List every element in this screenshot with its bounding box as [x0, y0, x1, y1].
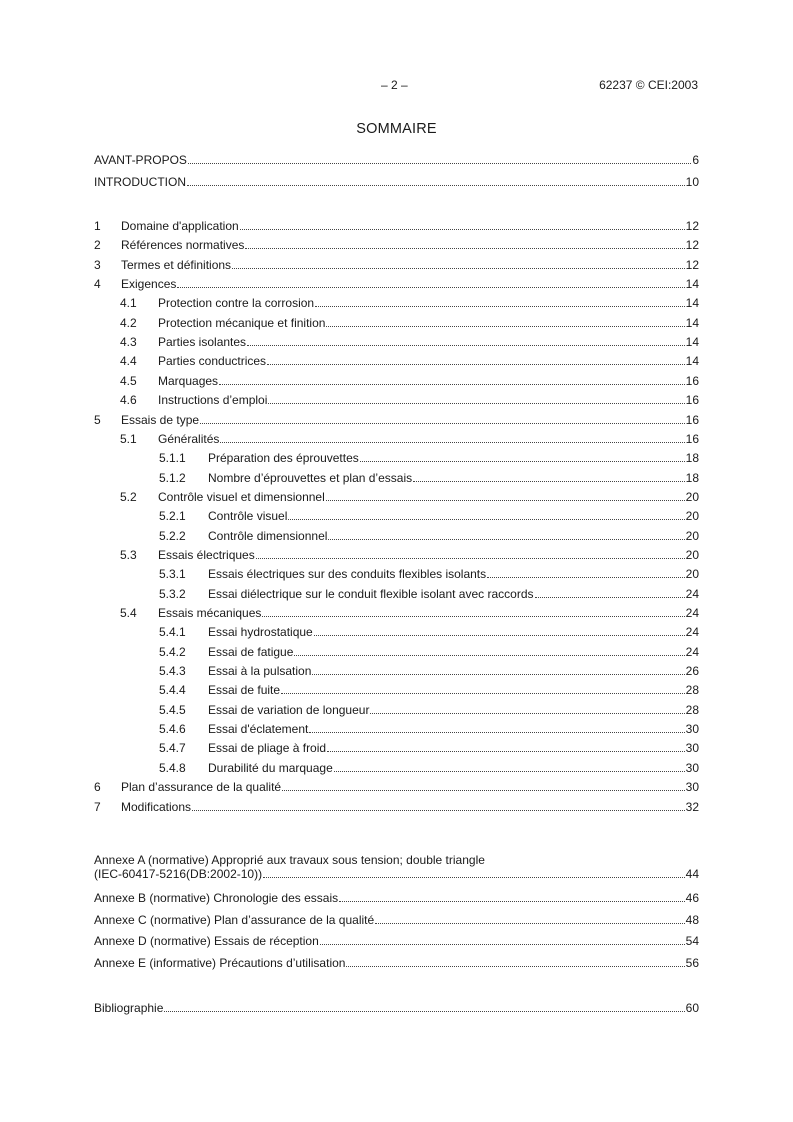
toc-entry-title: Annexe A (normative) Approprié aux travaux sous tension; double triangle — [94, 853, 485, 867]
dot-leader — [177, 277, 684, 288]
toc-entry-page: 20 — [685, 490, 699, 504]
toc-entry-title: Essai diélectrique sur le conduit flexible isolant avec raccords — [208, 587, 534, 601]
toc-entry-number: 4.1 — [120, 296, 137, 310]
toc-entry[interactable] — [94, 277, 699, 291]
toc-entry-title: Exigences — [121, 277, 177, 291]
toc-entry-title: Préparation des éprouvettes — [208, 451, 359, 465]
dot-leader — [309, 722, 684, 733]
toc-entry-title: Références normatives — [121, 238, 245, 252]
toc-entry[interactable] — [159, 703, 699, 717]
toc-entry[interactable] — [159, 664, 699, 678]
toc-entry-number: 5.3.2 — [159, 587, 186, 601]
toc-entry-page: 48 — [685, 912, 699, 927]
dot-leader — [262, 606, 684, 617]
dot-leader — [232, 258, 685, 269]
dot-leader — [314, 625, 685, 636]
toc-entry-number: 5.1.2 — [159, 471, 186, 485]
toc-entry-page: 30 — [685, 761, 699, 775]
dot-leader — [339, 891, 685, 902]
toc-entry-page: 24 — [685, 625, 699, 639]
dot-leader — [487, 567, 685, 578]
toc-entry-title: Contrôle dimensionnel — [208, 529, 328, 543]
toc-entry-title: Domaine d'application — [121, 219, 239, 233]
toc-entry-title: Plan d’assurance de la qualité — [121, 780, 282, 794]
toc-entry[interactable] — [159, 451, 699, 465]
toc-entry-page: 10 — [685, 175, 699, 189]
document-reference: 62237 © CEI:2003 — [599, 78, 698, 92]
toc-entry-page: 24 — [685, 645, 699, 659]
toc-entry-number: 5 — [94, 413, 101, 427]
toc-entry-title: Essais électriques sur des conduits flexibles isolants — [208, 567, 487, 581]
toc-entry-page: 30 — [685, 780, 699, 794]
toc-entry[interactable] — [120, 606, 699, 620]
toc-entry-title: Parties isolantes — [158, 335, 247, 349]
toc-entry[interactable] — [120, 296, 699, 310]
dot-leader — [535, 587, 685, 598]
toc-entry-annex[interactable] — [94, 913, 699, 927]
dot-leader — [282, 780, 685, 791]
toc-entry-title: Essais de type — [121, 413, 200, 427]
toc-entry-number: 5.4.2 — [159, 645, 186, 659]
dot-leader — [288, 509, 684, 520]
toc-entry-annex[interactable] — [94, 891, 699, 905]
page-title: SOMMAIRE — [356, 121, 437, 137]
toc-entry-title: Instructions d’emploi — [158, 393, 268, 407]
toc-entry-number: 5.1.1 — [159, 451, 186, 465]
toc-entry-page: 32 — [685, 800, 699, 814]
toc-entry-number: 7 — [94, 800, 101, 814]
toc-entry-number: 4.2 — [120, 316, 137, 330]
dot-leader — [327, 741, 685, 752]
toc-entry[interactable] — [94, 238, 699, 252]
toc-entry-title: Parties conductrices — [158, 354, 267, 368]
toc-entry[interactable] — [159, 645, 699, 659]
toc-entry[interactable] — [94, 219, 699, 233]
toc-entry-page: 30 — [685, 722, 699, 736]
toc-entry-page: 16 — [685, 432, 699, 446]
toc-entry-page: 16 — [685, 393, 699, 407]
toc-entry[interactable] — [94, 175, 699, 189]
toc-entry-page: 28 — [685, 703, 699, 717]
toc-entry-title: Essai d'éclatement — [208, 722, 309, 736]
toc-entry-title: Annexe C (normative) Plan d’assurance de la qualité — [94, 912, 375, 927]
toc-entry[interactable] — [159, 683, 699, 697]
toc-entry[interactable] — [159, 509, 699, 523]
toc-entry-number: 5.3 — [120, 548, 137, 562]
toc-entry-page: 14 — [685, 316, 699, 330]
dot-leader — [240, 219, 685, 230]
toc-entry-page: 18 — [685, 471, 699, 485]
toc-entry-page: 16 — [685, 374, 699, 388]
toc-entry-page: 12 — [685, 258, 699, 272]
toc-entry-title: Marquages — [158, 374, 219, 388]
toc-entry-title: AVANT-PROPOS — [94, 153, 187, 167]
toc-entry-title: Durabilité du marquage — [208, 761, 333, 775]
toc-entry-page: 20 — [685, 567, 699, 581]
dot-leader — [192, 800, 685, 811]
toc-entry-number: 5.1 — [120, 432, 137, 446]
toc-entry[interactable] — [94, 153, 699, 167]
toc-entry[interactable] — [120, 354, 699, 368]
dot-leader — [267, 354, 685, 365]
dot-leader — [346, 956, 684, 967]
toc-entry-number: 5.4.4 — [159, 683, 186, 697]
toc-entry-title: Modifications — [121, 800, 192, 814]
toc-entry-number: 5.4.1 — [159, 625, 186, 639]
toc-entry-number: 4.5 — [120, 374, 137, 388]
toc-entry-page: 24 — [685, 606, 699, 620]
toc-entry-number: 3 — [94, 258, 101, 272]
toc-entry-annex[interactable] — [94, 956, 699, 970]
toc-entry[interactable] — [120, 548, 699, 562]
toc-entry[interactable] — [94, 780, 699, 794]
toc-entry-page: 56 — [685, 955, 699, 970]
toc-entry-bibliography[interactable] — [94, 1001, 699, 1015]
dot-leader — [334, 761, 685, 772]
toc-entry-annex-a[interactable] — [94, 853, 699, 881]
toc-entry-title: Bibliographie — [94, 1001, 164, 1015]
toc-entry-number: 5.2.1 — [159, 509, 186, 523]
toc-entry-number: 4 — [94, 277, 101, 291]
toc-entry-title: Annexe B (normative) Chronologie des essais — [94, 891, 339, 905]
toc-entry[interactable] — [120, 335, 699, 349]
toc-entry[interactable] — [120, 432, 699, 446]
toc-entry-page: 26 — [685, 664, 699, 678]
toc-entry-page: 30 — [685, 741, 699, 755]
toc-entry-title: Essai à la pulsation — [208, 664, 312, 678]
toc-entry[interactable] — [94, 413, 699, 427]
dot-leader — [326, 316, 684, 327]
toc-entry-page: 12 — [685, 219, 699, 233]
toc-entry-page: 60 — [685, 1001, 699, 1015]
toc-entry[interactable] — [120, 316, 699, 330]
dot-leader — [268, 393, 684, 404]
dot-leader — [220, 432, 684, 443]
toc-entry-number: 5.4.7 — [159, 741, 186, 755]
toc-entry-title: Essai de pliage à froid — [208, 741, 327, 755]
page-number: – 2 – — [381, 78, 408, 92]
toc-entry-page: 44 — [685, 867, 699, 881]
dot-leader — [247, 335, 685, 346]
toc-entry-page: 20 — [685, 509, 699, 523]
toc-entry-number: 5.3.1 — [159, 567, 186, 581]
toc-entry-title: Contrôle visuel et dimensionnel — [158, 490, 325, 504]
dot-leader — [263, 867, 685, 878]
toc-entry-page: 24 — [685, 587, 699, 601]
dot-leader — [413, 471, 685, 482]
toc-entry-title: Protection mécanique et finition — [158, 316, 326, 330]
toc-entry-number: 5.2.2 — [159, 529, 186, 543]
toc-entry-page: 20 — [685, 548, 699, 562]
toc-entry-number: 5.4 — [120, 606, 137, 620]
toc-entry-number: 2 — [94, 238, 101, 252]
toc-entry-title: Essai hydrostatique — [208, 625, 313, 639]
toc-entry[interactable] — [159, 741, 699, 755]
toc-entry-page: 14 — [685, 296, 699, 310]
toc-entry-page: 54 — [685, 934, 699, 948]
toc-entry-number: 4.3 — [120, 335, 137, 349]
toc-entry-page: 16 — [685, 413, 699, 427]
dot-leader — [245, 238, 684, 249]
toc-entry-title: Contrôle visuel — [208, 509, 288, 523]
toc-entry-title-continued: (IEC-60417-5216(DB:2002-10)) — [94, 867, 263, 881]
toc-entry-page: 18 — [685, 451, 699, 465]
toc-entry-title: Essai de variation de longueur — [208, 703, 370, 717]
toc-entry[interactable] — [159, 761, 699, 775]
toc-entry[interactable] — [159, 587, 699, 601]
toc-entry-title: Annexe E (informative) Précautions d’utilisation — [94, 955, 346, 970]
toc-entry[interactable] — [120, 393, 699, 407]
toc-entry-title: Généralités — [158, 432, 220, 446]
toc-entry-page: 20 — [685, 529, 699, 543]
toc-entry-number: 4.6 — [120, 393, 137, 407]
dot-leader — [315, 296, 685, 307]
toc-entry[interactable] — [159, 625, 699, 639]
dot-leader — [294, 645, 684, 656]
dot-leader — [328, 529, 684, 540]
toc-entry[interactable] — [120, 490, 699, 504]
toc-entry-page: 14 — [685, 277, 699, 291]
toc-entry[interactable] — [159, 722, 699, 736]
dot-leader — [200, 413, 685, 424]
toc-entry-number: 5.4.8 — [159, 761, 186, 775]
toc-entry-page: 14 — [685, 354, 699, 368]
toc-entry[interactable] — [159, 567, 699, 581]
toc-entry-number: 5.4.3 — [159, 664, 186, 678]
toc-entry-number: 5.4.6 — [159, 722, 186, 736]
toc-entry-number: 1 — [94, 219, 101, 233]
dot-leader — [375, 913, 684, 924]
toc-entry[interactable] — [159, 471, 699, 485]
toc-entry-title: INTRODUCTION — [94, 175, 186, 189]
toc-entry-page: 14 — [685, 335, 699, 349]
dot-leader — [281, 683, 685, 694]
toc-entry-title: Annexe D (normative) Essais de réception — [94, 934, 319, 948]
toc-entry-number: 6 — [94, 780, 101, 794]
dot-leader — [326, 490, 685, 501]
dot-leader — [188, 153, 691, 164]
toc-entry-number: 4.4 — [120, 354, 137, 368]
dot-leader — [219, 374, 685, 385]
toc-entry[interactable] — [120, 374, 699, 388]
dot-leader — [320, 934, 685, 945]
toc-entry-annex[interactable] — [94, 934, 699, 948]
toc-entry-page: 6 — [692, 153, 699, 167]
toc-entry[interactable] — [94, 258, 699, 272]
toc-entry-title: Essais mécaniques — [158, 606, 262, 620]
dot-leader — [164, 1001, 684, 1012]
toc-entry[interactable] — [94, 800, 699, 814]
toc-entry-page: 46 — [685, 891, 699, 905]
toc-entry-number: 5.4.5 — [159, 703, 186, 717]
toc-entry-title: Protection contre la corrosion — [158, 296, 315, 310]
toc-entry-title: Essai de fatigue — [208, 645, 294, 659]
dot-leader — [370, 703, 684, 714]
toc-entry-title: Essai de fuite — [208, 683, 281, 697]
toc-entry-title: Essais électriques — [158, 548, 255, 562]
toc-entry[interactable] — [159, 529, 699, 543]
dot-leader — [312, 664, 684, 675]
dot-leader — [360, 451, 685, 462]
dot-leader — [256, 548, 685, 559]
toc-entry-page: 28 — [685, 683, 699, 697]
toc-entry-title: Nombre d’éprouvettes et plan d’essais — [208, 471, 413, 485]
dot-leader — [187, 175, 685, 186]
toc-entry-page: 12 — [685, 238, 699, 252]
toc-entry-title: Termes et définitions — [121, 258, 232, 272]
toc-entry-number: 5.2 — [120, 490, 137, 504]
